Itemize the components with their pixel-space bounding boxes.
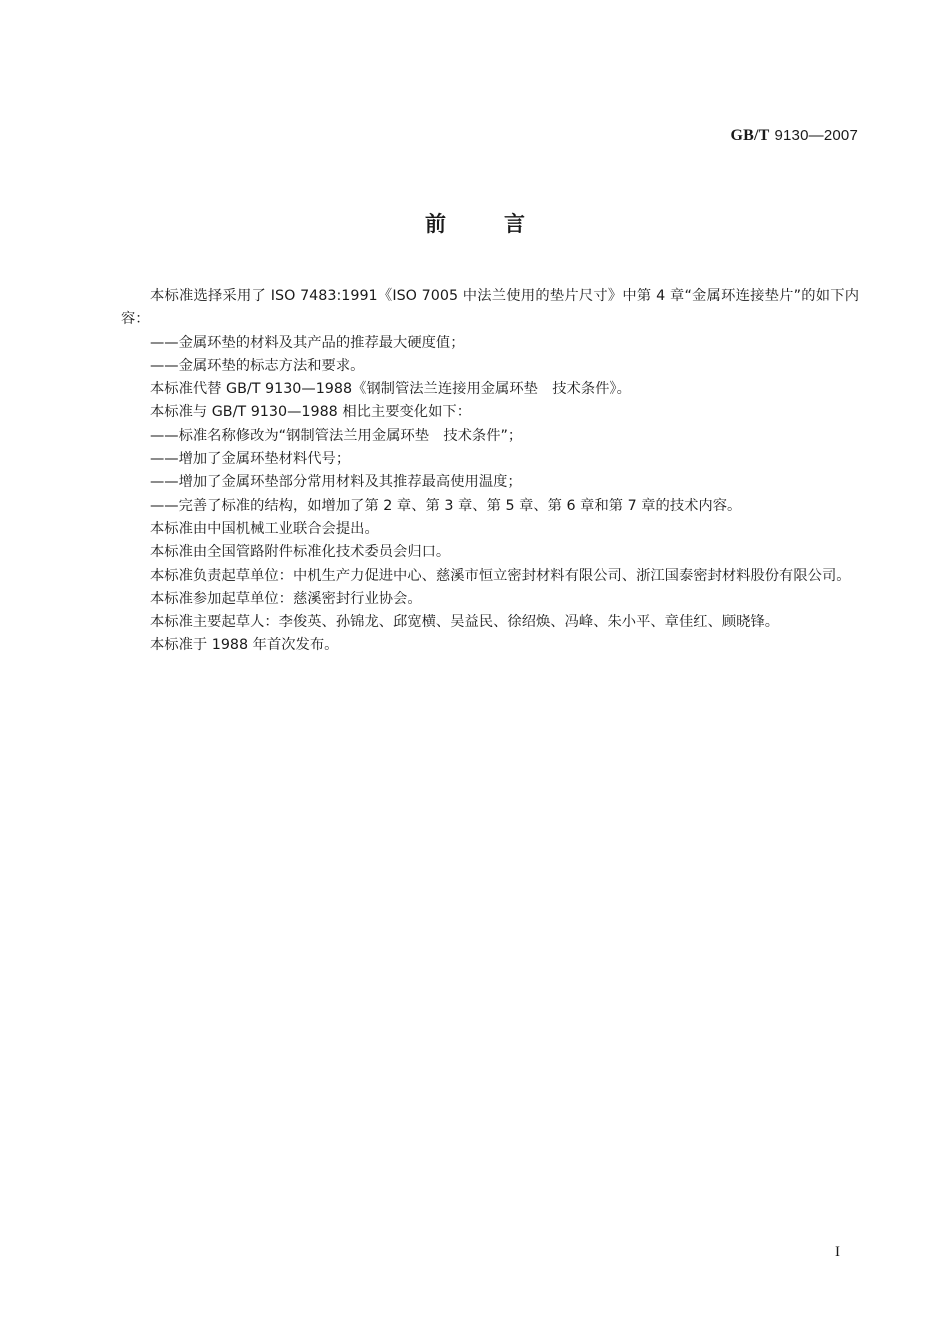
- list-item: ——标准名称修改为“钢制管法兰用金属环垫 技术条件”；: [150, 427, 523, 444]
- standard-number: [730, 126, 858, 145]
- paragraph-proposed-by: 本标准由中国机械工业联合会提出。: [150, 520, 379, 537]
- paragraph-changes-intro: 本标准与 GB/T 9130—1988 相比主要变化如下：: [150, 404, 471, 421]
- page-title: [0, 208, 950, 238]
- paragraph-drafters: 本标准主要起草人：李俊英、孙锦龙、邱宽横、吴益民、徐绍焕、冯峰、朱小平、章佳红、顾晓锋。: [150, 614, 780, 631]
- standard-code: 9130—2007: [774, 127, 858, 144]
- paragraph-adoption: 本标准选择采用了 ISO 7483:1991《ISO 7005 中法兰使用的垫片尺寸》中第 4 章“金属环连接垫片”的如下内容：: [121, 288, 859, 328]
- list-item: ——完善了标准的结构，如增加了第 2 章、第 3 章、第 5 章、第 6 章和第 7 章的技术内容。: [150, 497, 742, 514]
- paragraph-participating-units: 本标准参加起草单位：慈溪密封行业协会。: [150, 590, 422, 607]
- paragraph-first-release: 本标准于 1988 年首次发布。: [150, 637, 339, 654]
- list-item: ——金属环垫的材料及其产品的推荐最大硬度值；: [150, 334, 465, 351]
- list-item: ——金属环垫的标志方法和要求。: [150, 357, 365, 374]
- paragraph-centralized-by: 本标准由全国管路附件标准化技术委员会归口。: [150, 544, 451, 561]
- paragraph-replaces: 本标准代替 GB/T 9130—1988《钢制管法兰连接用金属环垫 技术条件》。: [150, 381, 631, 398]
- foreword-body: [121, 285, 859, 658]
- title-char-2: 言: [504, 212, 525, 236]
- list-item: ——增加了金属环垫部分常用材料及其推荐最高使用温度；: [150, 474, 522, 491]
- title-char-1: 前: [425, 212, 446, 236]
- paragraph-drafting-units: 本标准负责起草单位：中机生产力促进中心、慈溪市恒立密封材料有限公司、浙江国泰密封材料股份有限公司。: [150, 567, 851, 584]
- page-number: I: [835, 1244, 840, 1260]
- standard-prefix: GB/T: [730, 127, 770, 144]
- list-item: ——增加了金属环垫材料代号；: [150, 451, 351, 468]
